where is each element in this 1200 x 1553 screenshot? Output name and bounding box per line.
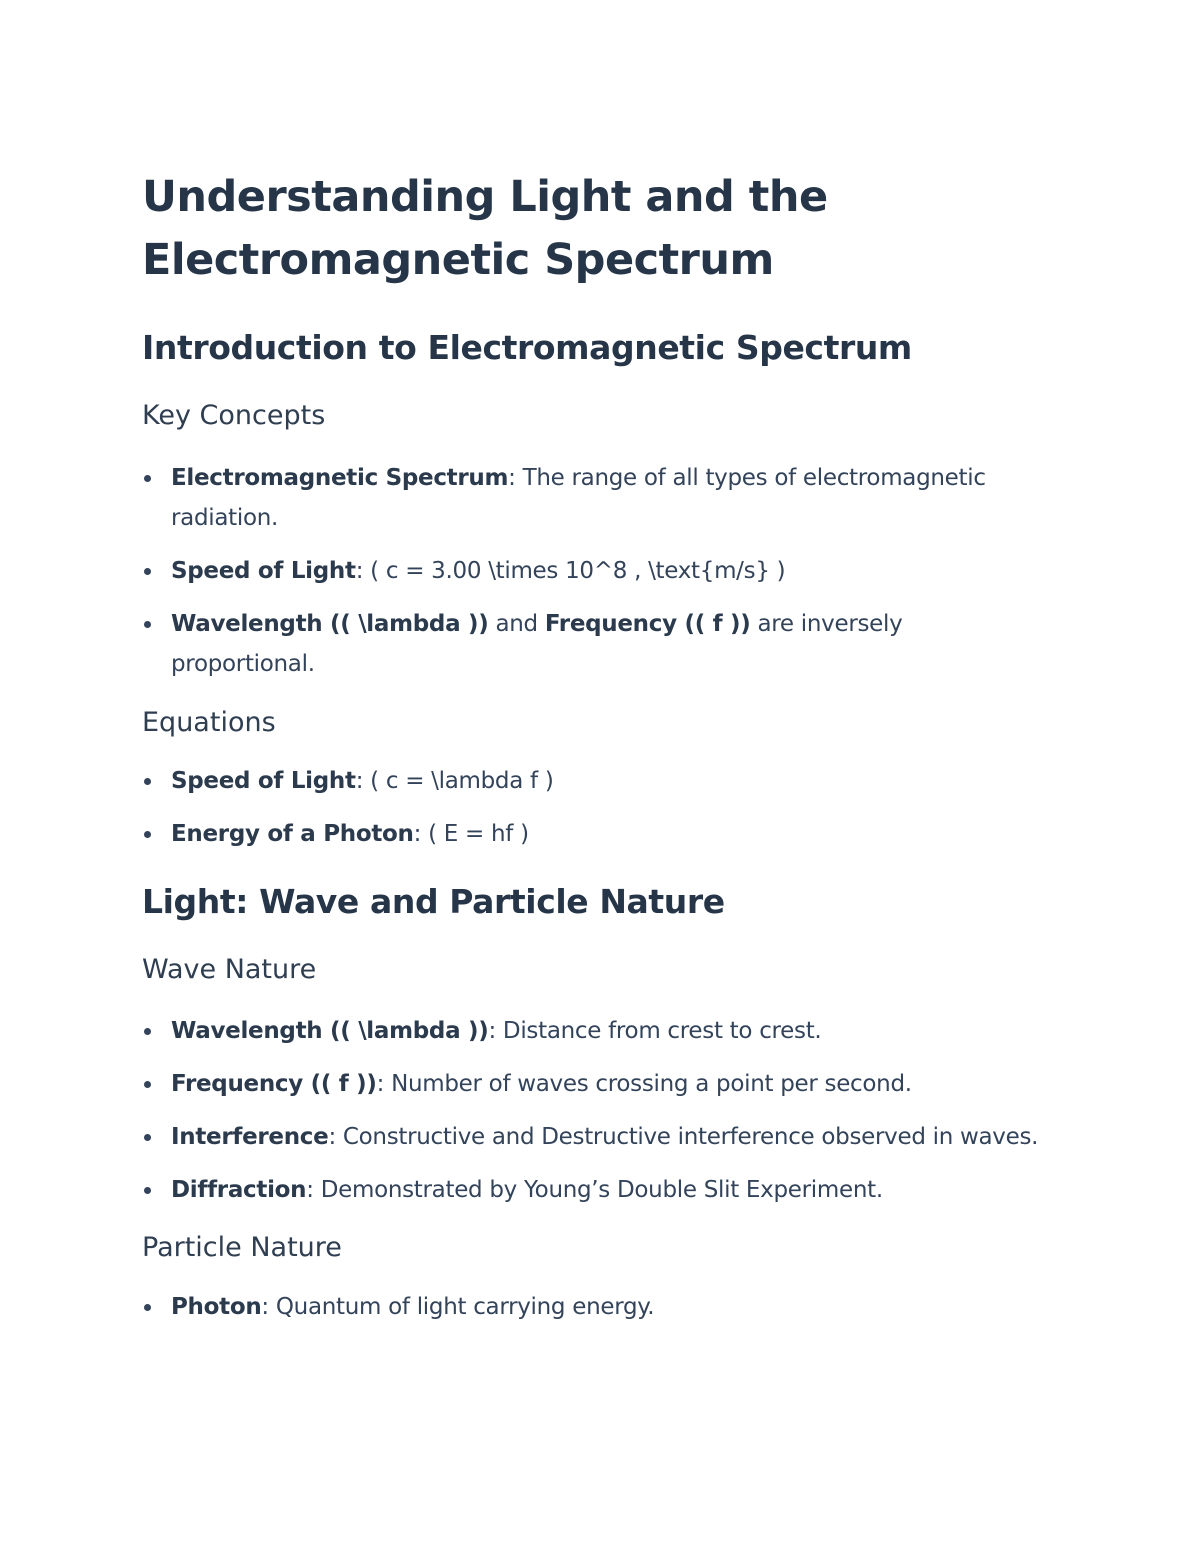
term: Speed of Light bbox=[171, 768, 356, 794]
subsection-heading-key-concepts: Key Concepts bbox=[142, 400, 326, 431]
term: Speed of Light bbox=[171, 558, 356, 584]
term: Diffraction bbox=[171, 1177, 307, 1203]
list-item bbox=[142, 1011, 1042, 1051]
list-item bbox=[142, 1064, 1042, 1104]
subsection-heading-equations: Equations bbox=[142, 707, 276, 738]
list-item bbox=[142, 458, 1042, 538]
term: Wavelength (( \lambda )) bbox=[171, 611, 489, 637]
definition: : ( E = hf ) bbox=[413, 821, 529, 847]
wave-nature-list bbox=[142, 1011, 1042, 1210]
list-item bbox=[142, 1117, 1042, 1157]
document-page bbox=[142, 166, 1042, 1327]
list-item bbox=[142, 761, 1042, 801]
term: Electromagnetic Spectrum bbox=[171, 465, 509, 491]
list-item bbox=[142, 1170, 1042, 1210]
term: Energy of a Photon bbox=[171, 821, 414, 847]
definition: : The range of all types of electromagnetic radiation. bbox=[171, 465, 986, 531]
term: Photon bbox=[171, 1294, 262, 1320]
term: Frequency (( f )) bbox=[171, 1071, 377, 1097]
definition: : Constructive and Destructive interference observed in waves. bbox=[328, 1124, 1039, 1150]
definition: : Number of waves crossing a point per second. bbox=[376, 1071, 912, 1097]
definition: are inversely proportional. bbox=[171, 611, 903, 677]
list-item bbox=[142, 814, 1042, 854]
equations-list bbox=[142, 761, 1042, 854]
definition: : ( c = \lambda f ) bbox=[355, 768, 554, 794]
definition: : Quantum of light carrying energy. bbox=[261, 1294, 655, 1320]
term: Wavelength (( \lambda )) bbox=[171, 1018, 489, 1044]
connector-text: and bbox=[488, 611, 545, 637]
particle-nature-list bbox=[142, 1287, 1042, 1327]
term: Interference bbox=[171, 1124, 329, 1150]
term: Frequency (( f )) bbox=[544, 611, 751, 637]
section-heading-intro: Introduction to Electromagnetic Spectrum bbox=[142, 328, 912, 367]
definition: : Distance from crest to crest. bbox=[488, 1018, 822, 1044]
subsection-heading-particle-nature: Particle Nature bbox=[142, 1232, 342, 1263]
list-item bbox=[142, 604, 1042, 684]
list-item bbox=[142, 551, 1042, 591]
subsection-heading-wave-nature: Wave Nature bbox=[142, 954, 317, 985]
list-item bbox=[142, 1287, 1042, 1327]
section-heading-wave-particle: Light: Wave and Particle Nature bbox=[142, 882, 725, 921]
document-title: Understanding Light and the Electromagnetic Spectrum bbox=[142, 172, 828, 285]
key-concepts-list bbox=[142, 458, 1042, 684]
definition: : ( c = 3.00 \times 10^8 , \text{m/s} ) bbox=[355, 558, 786, 584]
definition: : Demonstrated by Young’s Double Slit Experiment. bbox=[306, 1177, 883, 1203]
